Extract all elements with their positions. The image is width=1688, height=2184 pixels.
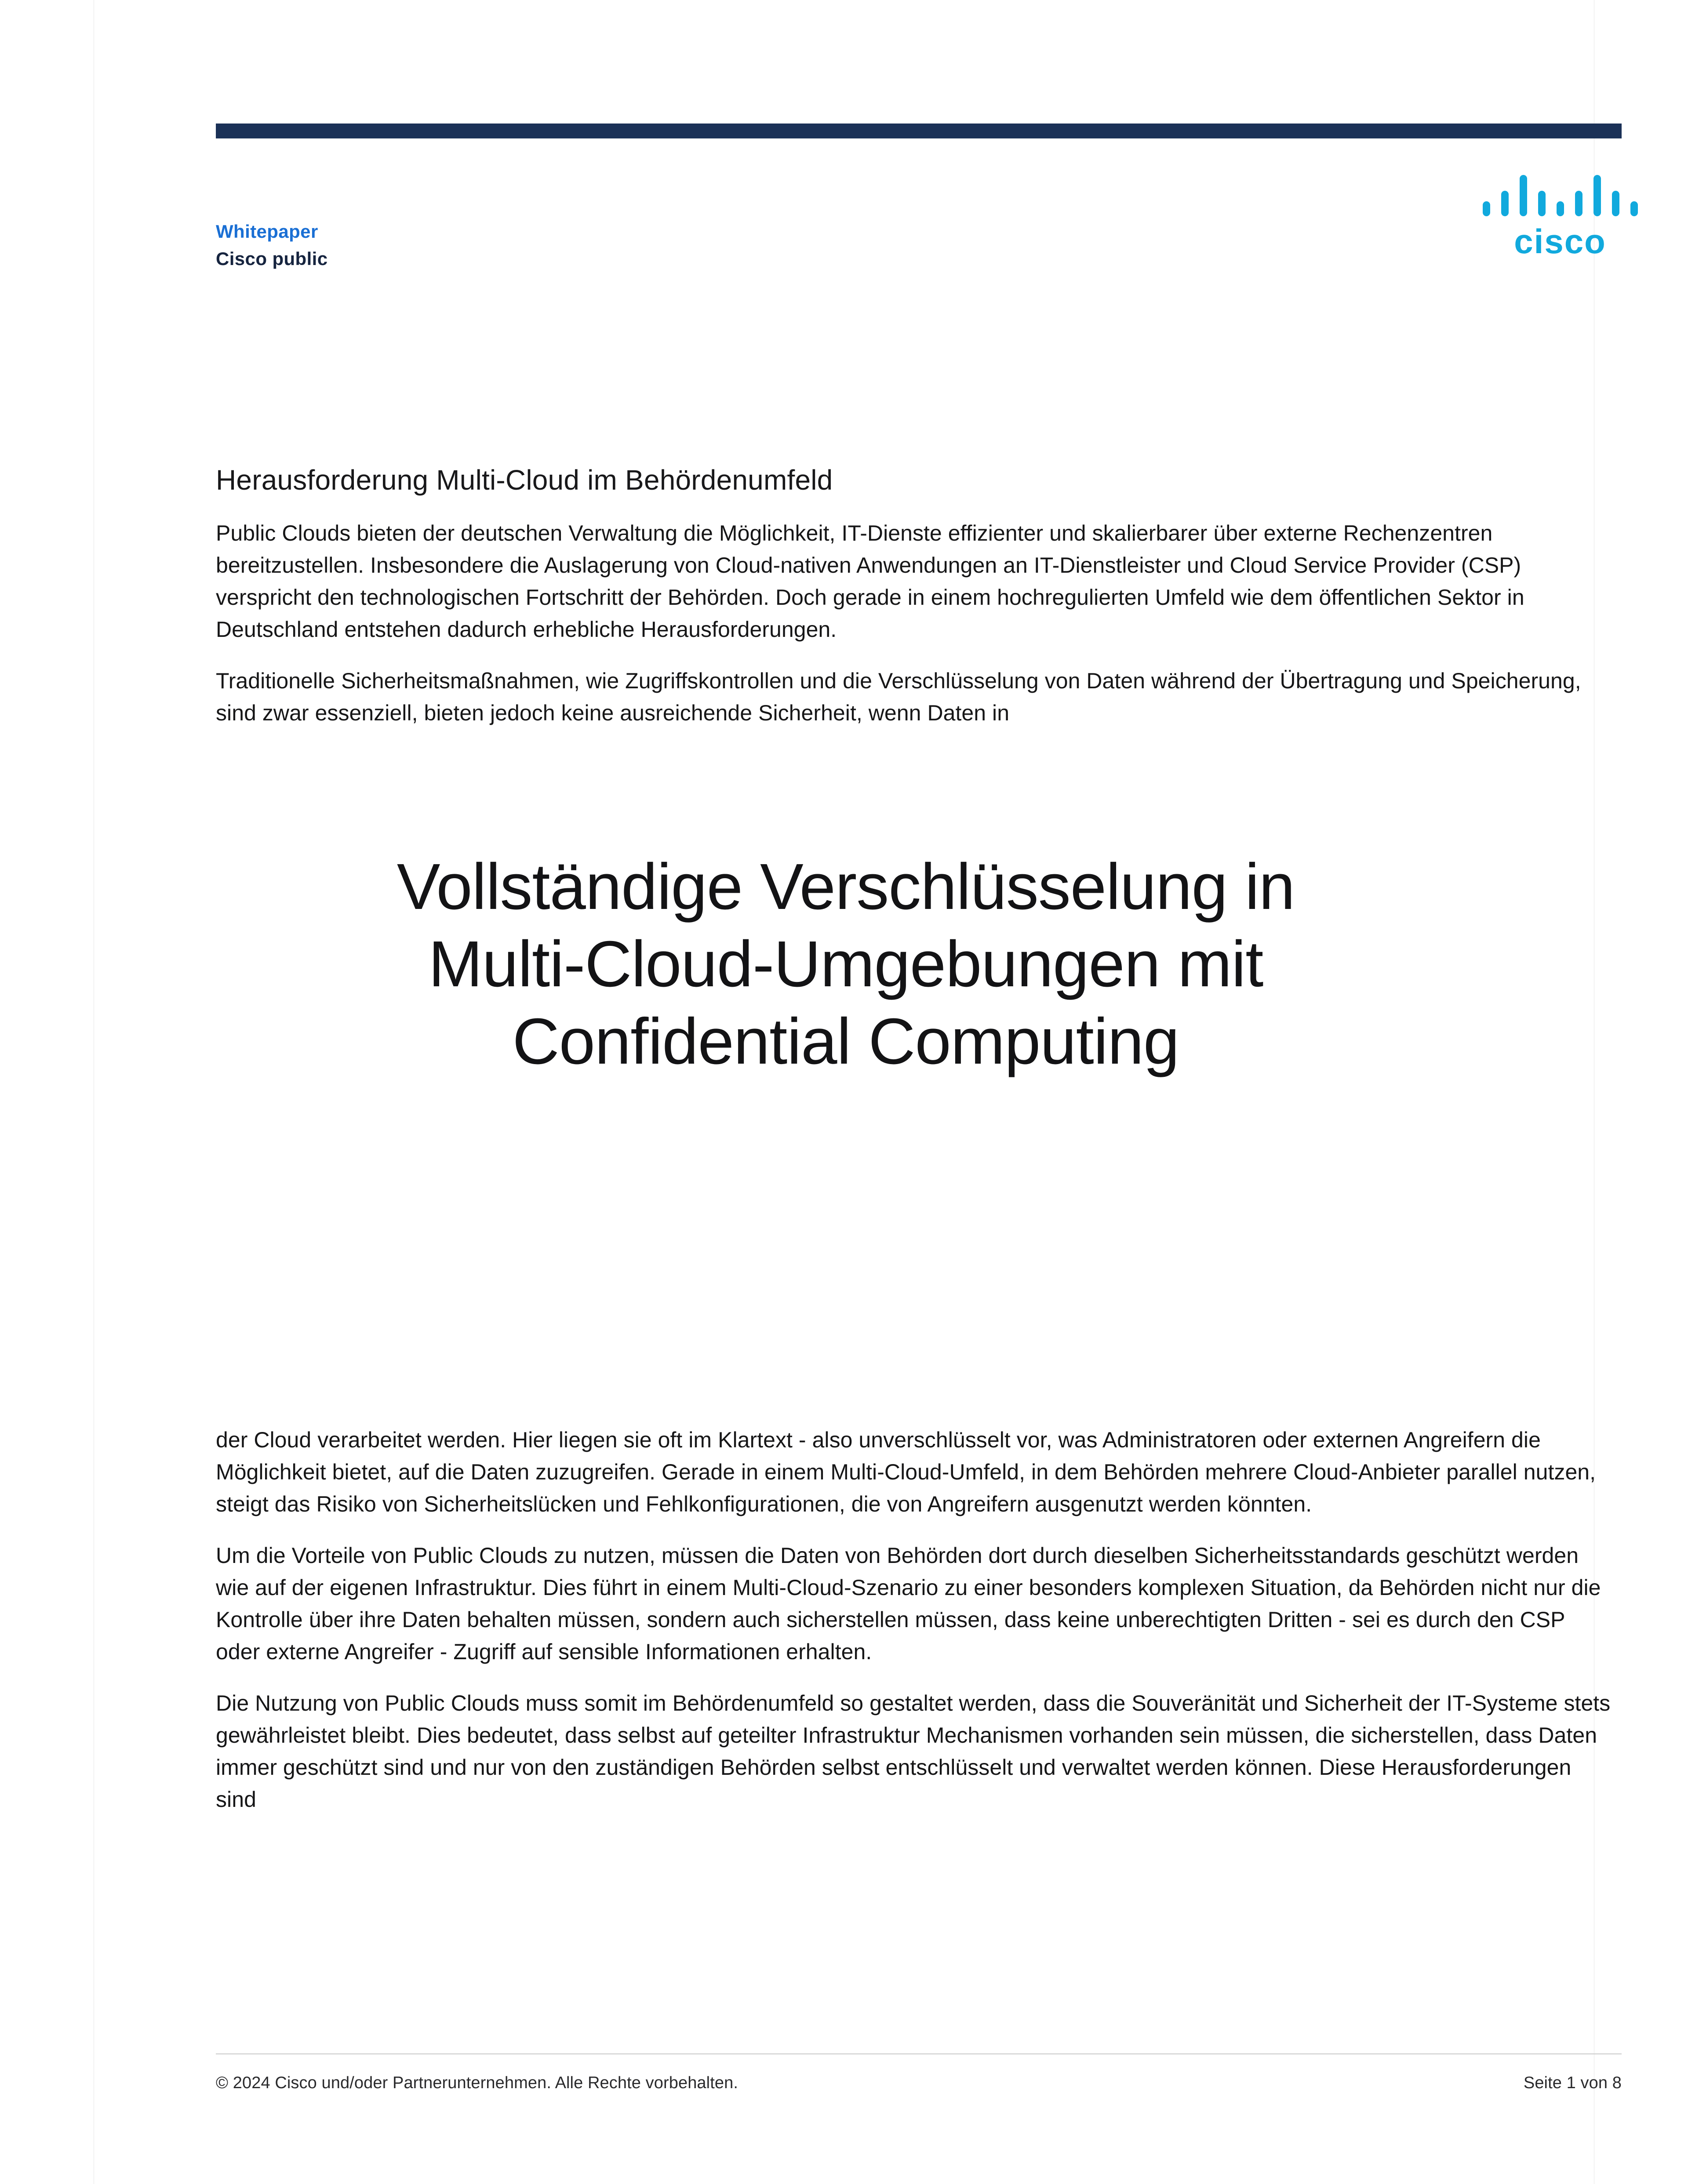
logo-bar-6 <box>1575 191 1582 216</box>
paragraph: Traditionelle Sicherheitsmaßnahmen, wie Zugriffskontrollen und die Verschlüsselung von Daten während der Übertragung und Speicherung, sind zwar essenziell, bieten jedoch keine ausreichende Sicherheit, wenn Daten in <box>216 669 1581 726</box>
paragraph: Um die Vorteile von Public Clouds zu nutzen, müssen die Daten von Behörden dort durch dieselben Sicherheitsstandards geschützt werden wie auf der eigenen Infrastruktur. Dies führt in einem Multi-Cloud-Szenario zu einer besonders komplexen Situation, da Behörden nicht nur die Kontrolle über ihre Daten behalten müssen, sondern auch sicherstellen müssen, dass keine unberechtigten Dritten - sei es durch den CSP oder externe Angreifer - Zugriff auf sensible Informationen erhalten. <box>216 1543 1601 1664</box>
copyright-notice: © 2024 Cisco und/oder Partnerunternehmen. Alle Rechte vorbehalten. <box>216 2074 738 2092</box>
header-labels <box>216 220 743 271</box>
section-heading: Herausforderung Multi-Cloud im Behördenumfeld <box>216 464 833 496</box>
page-sheet <box>94 0 1622 2184</box>
logo-bar-9 <box>1630 201 1638 216</box>
paragraph: Die Nutzung von Public Clouds muss somit im Behördenumfeld so gestaltet werden, dass die Souveränität und Sicherheit der IT-Systeme stets gewährleistet bleibt. Dies bedeutet, dass selbst auf geteilter Infrastruktur Mechanismen vorhanden sein müssen, die sicherstellen, dass Daten immer geschützt sind und nur von den zuständigen Behörden selbst entschlüsselt und verwaltet werden können. Diese Herausforderungen sind <box>216 1691 1611 1812</box>
paragraph: der Cloud verarbeitet werden. Hier liegen sie oft im Klartext - also unverschlüsselt vor, was Administratoren oder externen Angreifern die Möglichkeit bietet, auf die Daten zuzugreifen. Gerade in einem Multi-Cloud-Umfeld, in dem Behörden mehrere Cloud-Anbieter parallel nutzen, steigt das Risiko von Sicherheitslücken und Fehlkonfigurationen, die von Angreifern ausgenutzt werden könnten. <box>216 1428 1596 1516</box>
page-title-line: Confidential Computing <box>512 1005 1179 1078</box>
cisco-wordmark: cisco <box>1514 222 1606 261</box>
logo-bar-7 <box>1593 175 1601 216</box>
page-number: Seite 1 von 8 <box>1523 2074 1622 2092</box>
page-title-line: Vollständige Verschlüsselung in <box>397 850 1295 923</box>
cisco-logo <box>1474 175 1646 267</box>
header-rule <box>216 124 1622 138</box>
logo-bar-3 <box>1520 175 1527 216</box>
logo-bar-1 <box>1483 201 1490 216</box>
page-footer <box>216 2074 1622 2093</box>
document-body-lower <box>216 1424 1623 1816</box>
page-title-line: Multi-Cloud-Umgebungen mit <box>428 928 1263 1001</box>
document-body-upper <box>216 464 1623 729</box>
logo-bar-2 <box>1501 191 1509 216</box>
page-title <box>239 848 1452 1080</box>
paragraph: Public Clouds bieten der deutschen Verwaltung die Möglichkeit, IT-Dienste effizienter und skalierbarer über externe Rechenzentren bereitzustellen. Insbesondere die Auslagerung von Cloud-nativen Anwendungen an IT-Dienstleister und Cloud Service Provider (CSP) verspricht den technologischen Fortschritt der Behörden. Doch gerade in einem hochregulierten Umfeld wie dem öffentlichen Sektor in Deutschland entstehen dadurch erhebliche Herausforderungen. <box>216 521 1524 642</box>
logo-bar-8 <box>1612 191 1619 216</box>
document-type-label: Whitepaper <box>216 221 318 242</box>
cisco-logo-bars <box>1483 175 1637 222</box>
logo-bar-5 <box>1557 201 1564 216</box>
logo-bar-4 <box>1538 191 1546 216</box>
classification-label: Cisco public <box>216 248 328 269</box>
footer-rule <box>216 2053 1622 2054</box>
